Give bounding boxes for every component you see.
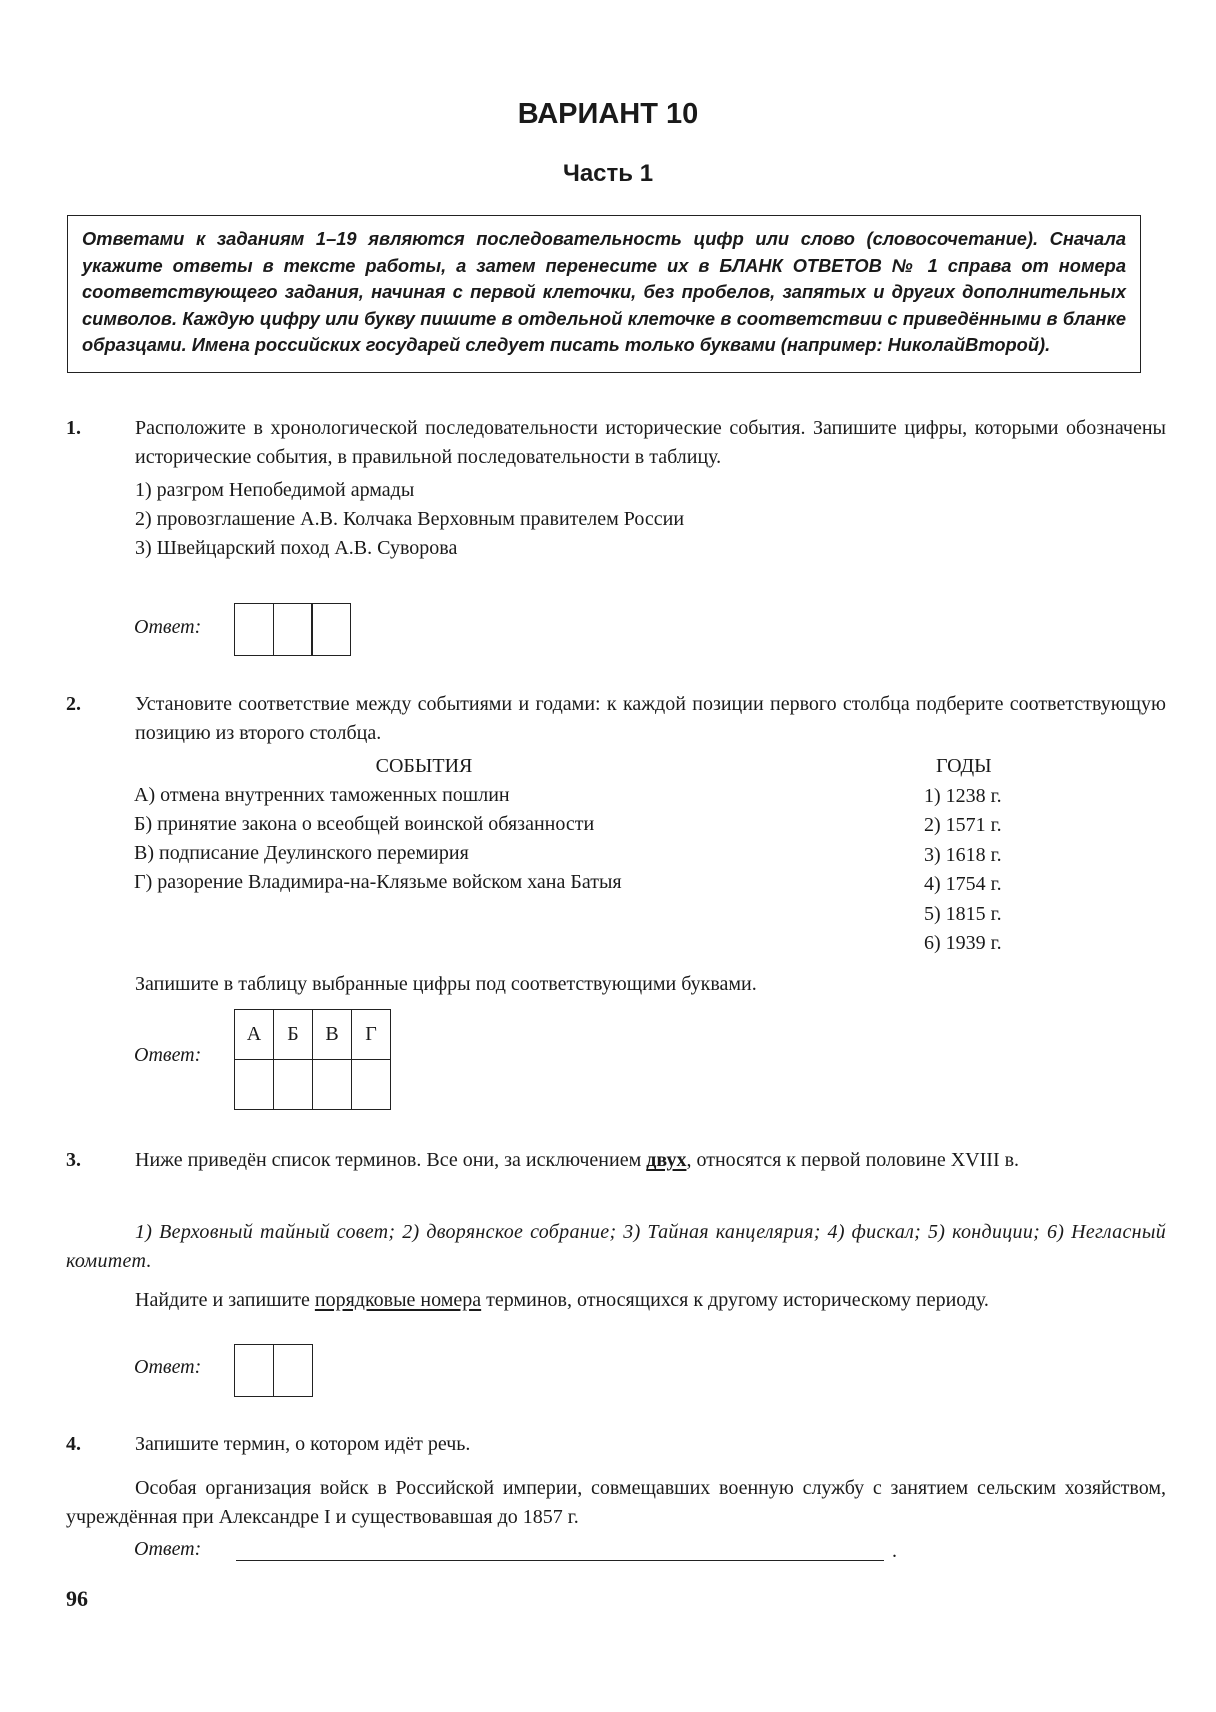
answer-table-q2[interactable] xyxy=(234,1009,391,1110)
q4-description xyxy=(66,1474,1166,1532)
answer-cell[interactable] xyxy=(235,1060,274,1110)
description-text: Особая организация войск в Российской империи, совмещавших военную службу с занятием сельским хозяйством, учреждённая при Александре I и существовавшая до 1857 г. xyxy=(66,1477,1166,1528)
instruction-text: Запишите в таблицу выбранные цифры под соответствующими буквами. xyxy=(135,973,757,995)
list-item: Б) принятие закона о всеобщей воинской обязанности xyxy=(134,813,595,835)
answer-cell[interactable] xyxy=(352,1060,391,1110)
q3-find-instruction xyxy=(66,1286,1166,1315)
list-item: 4) 1754 г. xyxy=(924,873,1002,895)
answer-cell[interactable] xyxy=(313,1060,352,1110)
variant-title: ВАРИАНТ 10 xyxy=(517,98,699,130)
list-item: 6) 1939 г. xyxy=(924,932,1002,954)
part-title: Часть 1 xyxy=(562,160,654,187)
answer-label: Ответ: xyxy=(134,1356,202,1378)
answer-line[interactable] xyxy=(236,1560,884,1561)
list-item: 2) 1571 г. xyxy=(924,814,1002,836)
q2-write-instruction xyxy=(66,970,1166,999)
answer-cell[interactable] xyxy=(311,603,351,656)
question-number: 2. xyxy=(66,693,81,715)
letter-cell: Б xyxy=(274,1010,313,1060)
letter-cell: А xyxy=(235,1010,274,1060)
question-number: 1. xyxy=(66,417,81,439)
emphasis-text: порядковые номера xyxy=(314,1289,482,1311)
list-item: В) подписание Деулинского перемирия xyxy=(134,842,469,864)
question-text: Запишите термин, о котором идёт речь. xyxy=(135,1433,471,1455)
years-header: ГОДЫ xyxy=(936,755,992,777)
list-item: А) отмена внутренних таможенных пошлин xyxy=(134,784,510,806)
list-item: 3) Швейцарский поход А.В. Суворова xyxy=(135,537,458,559)
answer-cell[interactable] xyxy=(273,1344,313,1397)
letter-cell: В xyxy=(313,1010,352,1060)
answer-cell[interactable] xyxy=(234,603,274,656)
years-column xyxy=(924,752,1074,959)
instruction-text: Найдите и запишите порядковые номера терминов, относящихся к другому историческому периоду. xyxy=(135,1289,989,1311)
question-2 xyxy=(66,690,1166,748)
instructions-box: Ответами к заданиям 1–19 являются последовательность цифр или слово (словосочетание). Сначала укажите ответы в тексте работы, а затем перенесите их в БЛАНК ОТВЕТОВ № 1 справа от номера соответствующего задания, начиная с первой клеточки, без пробелов, запятых и других дополнительных символов. Каждую цифру или букву пишите в отдельной клеточке в соответствии с приведёнными в бланке образцами. Имена российских государей следует писать только буквами (например: НиколайВторой). xyxy=(67,215,1141,373)
list-item: 1) 1238 г. xyxy=(924,784,1002,807)
answer-label: Ответ: xyxy=(134,1044,202,1066)
letter-cell: Г xyxy=(352,1010,391,1060)
options-list xyxy=(135,476,1166,563)
answer-label: Ответ: xyxy=(134,616,202,638)
answer-cell[interactable] xyxy=(234,1344,274,1397)
page-number: 96 xyxy=(66,1586,88,1611)
question-text: Расположите в хронологической последовательности исторические события. Запишите цифры, которыми обозначены исторические события, в правильной последовательности в таблицу. xyxy=(135,417,1166,468)
line-end-dot: . xyxy=(892,1540,897,1562)
answer-label: Ответ: xyxy=(134,1538,202,1560)
question-text: Ниже приведён список терминов. Все они, за исключением двух, относятся к первой половине XVIII в. xyxy=(135,1149,1020,1171)
list-item: Г) разорение Владимира-на-Клязьме войском хана Батыя xyxy=(134,871,622,893)
terms-list xyxy=(66,1218,1166,1276)
terms-text: 1) Верховный тайный совет; 2) дворянское собрание; 3) Тайная канцелярия; 4) фискал; 5) кондиции; 6) Негласный комитет. xyxy=(66,1221,1166,1272)
question-3 xyxy=(66,1146,1166,1175)
answer-cells-q1[interactable] xyxy=(234,603,351,656)
question-1 xyxy=(66,414,1166,563)
events-header: СОБЫТИЯ xyxy=(375,755,473,777)
question-text: Установите соответствие между событиями и годами: к каждой позиции первого столбца подберите соответствующую позицию из второго столбца. xyxy=(135,693,1166,744)
answer-cell[interactable] xyxy=(273,603,313,656)
emphasis-text: двух xyxy=(646,1149,687,1171)
answer-cells-q3[interactable] xyxy=(234,1344,313,1397)
question-number: 3. xyxy=(66,1149,81,1171)
question-4 xyxy=(66,1430,1166,1459)
list-item: 2) провозглашение А.В. Колчака Верховным правителем России xyxy=(135,508,685,530)
list-item: 1) разгром Непобедимой армады xyxy=(135,479,415,501)
list-item: 3) 1618 г. xyxy=(924,843,1002,866)
events-column xyxy=(134,752,874,897)
answer-cell[interactable] xyxy=(274,1060,313,1110)
question-number: 4. xyxy=(66,1433,81,1455)
list-item: 5) 1815 г. xyxy=(924,902,1002,925)
